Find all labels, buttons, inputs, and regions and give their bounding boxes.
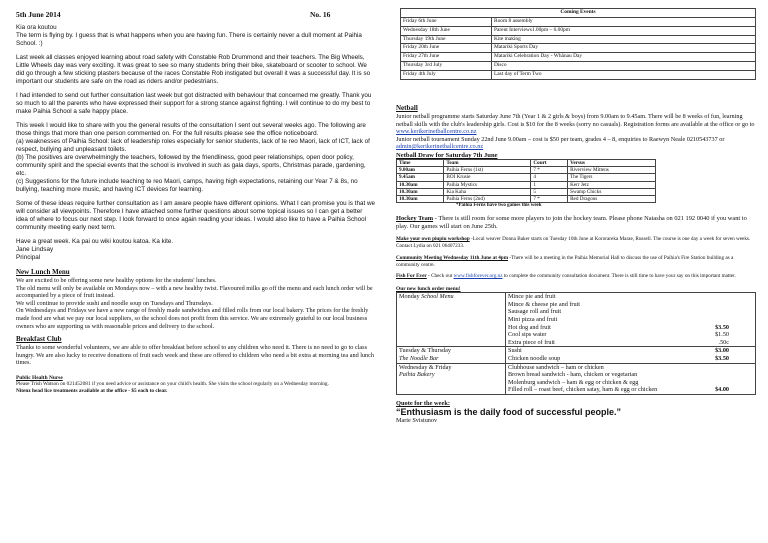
draw-column-header: Versus — [568, 159, 656, 166]
quote-author: Marie Svistunov — [396, 416, 438, 424]
consultation-paragraph: This week I would like to share with you the general results of the consultation I sent out several weeks ago. The following are those things that more than one person commented on. For the full results please see the office noticeboard. (a) weaknesses of Paihia School: lack of leadership roles especially for senior students, lack of te reo Maori, lack of ICT, lack of respect, bullying and unpleasant toilets. (b) The positives are overwhelmingly the teachers, followed by the friendliness, good peer relationships, open door policy, community spirit and the special events that the school is involved in such as gala days, sports, Christmas parade, gardening, etc. (c) Suggestions for the future include teaching te reo Maori, camps, having high expectations, retaining our Year 7 & 8s, no bullying, teaching more music, and having ICT devices for learning. — [16, 122, 370, 193]
menu-row — [397, 363, 756, 394]
netball-draw-heading: Netball Draw for Saturday 7th June — [396, 151, 498, 159]
lunch-order-menu-table — [396, 292, 756, 395]
event-date: Friday 20th June — [401, 44, 492, 53]
draw-cell: 7 * — [531, 195, 568, 202]
event-date: Thursday 19th June — [401, 35, 492, 44]
draw-cell: 5 — [531, 188, 568, 195]
draw-cell: 10.30am — [397, 181, 444, 188]
event-row — [401, 26, 756, 35]
draw-cell: Kia Kaha — [444, 188, 531, 195]
draw-cell: BOI Krusie — [444, 174, 531, 181]
draw-cell: Swamp Chicks — [568, 188, 656, 195]
netball-heading: Netball — [396, 104, 418, 112]
event-row — [401, 44, 756, 53]
menu-item-name: Cool sips water — [508, 331, 547, 339]
behaviour-paragraph: I had intended to send out further consultation last week but got distracted with behaviour that concerned me greatly. Thank you so much to all the parents who have expressed their support for a strong stance against fighting. I will continue to do my best to make Paihia School a safe happy place. — [16, 92, 372, 115]
menu-items — [506, 347, 756, 363]
menu-item — [508, 339, 753, 347]
breakfast-club-heading: Breakfast Club — [16, 335, 62, 344]
menu-item — [508, 364, 753, 372]
menu-day — [397, 293, 506, 347]
meeting-text: Community Meeting Wednesday 11th June at 4pm -There will be a meeting in the Paihia Memorial Hall to discuss the use of Paihia's Fire Station building as a community centre. — [396, 254, 734, 268]
menu-item-name: Hot dog and fruit — [508, 323, 551, 331]
menu-item — [508, 379, 753, 387]
netball-tournament-text: Junior netball tournament Sunday 22nd June 9.00am – cost is $50 per team, grades 4 – 8, enquiries to Raewyn Neale 0210543737 or admin@kerikerinetballcentre.co.nz — [396, 135, 725, 151]
menu-item-price: $4.00 — [715, 386, 729, 394]
draw-row — [397, 167, 656, 174]
menu-item — [508, 308, 753, 316]
draw-cell: Kerr Jetz — [568, 181, 656, 188]
breakfast-club-text: Thanks to some wonderful volunteers, we are able to offer breakfast before school to any children who need it. There is no need to go to class hungry. We are also lucky to receive donations of fruit each week and these are offered to children who need a bit extra at morning tea and lunch times. — [16, 344, 374, 367]
draw-column-header: Time — [397, 159, 444, 166]
netball-draw-table — [396, 159, 656, 203]
signoff-paragraph: Have a great week. Ka pai ou wiki koutou katoa. Ka kite. Jane Lindsay Principal — [16, 238, 174, 261]
coming-events — [400, 8, 756, 80]
menu-item — [508, 347, 753, 355]
lunch-menu-text: We are excited to be offering some new healthy options for the students' lunches. The old menu will only be available on Mondays now – with a new healthy twist. Flavoured milks go off the menu and each lunch order will be accompanied by a piece of fruit instead. We will continue to provide sushi and noodle soup on Tuesdays and Thursdays. On Wednesdays and Fridays we have a new range of freshly made sandwiches and filled rolls from our local bakery. The prices for the freshly made food are what we pay our local suppliers, so the school does not profit from this service. We are extremely grateful to our local business owners who are supporting us with reasonable prices and delivery to the school. — [16, 277, 373, 330]
draw-cell: 10.30am — [397, 188, 444, 195]
greeting-paragraph: Kia ora koutou The term is flying by. I guess that is what happens when you are having fun. There is certainly never a dull moment at Paihia School. :) — [16, 24, 362, 47]
draw-row — [397, 195, 656, 202]
issue-number: No. 16 — [310, 10, 331, 19]
meeting-heading: Community Meeting Wednesday 11th June at 4pm — [396, 254, 509, 261]
event-description: Matariki Celebration Day - Whānau Day — [492, 53, 756, 62]
menu-day — [397, 363, 506, 394]
menu-day-name: Monday — [399, 293, 420, 301]
quote-heading: Quote for the week: — [396, 399, 451, 407]
lunch-order-menu-heading: Our new lunch order menu! — [396, 286, 461, 293]
draw-cell: 4 — [531, 174, 568, 181]
right-content — [396, 104, 758, 424]
menu-items — [506, 363, 756, 394]
further-consultation-paragraph: Some of these ideas require further consultation as I am aware people have different opinions. What I can promise you is that we will consider all viewpoints. Therefore I have attached some further questions about some topical issues so I can get a better idea of where to focus our next step. I look forward to once again reading your ideas. I would also like to have a Paihia School community meeting early next term. — [16, 200, 376, 231]
event-row — [401, 70, 756, 79]
left-column — [16, 0, 376, 394]
event-row — [401, 35, 756, 44]
event-date: Thursday 3rd July — [401, 61, 492, 70]
draw-column-header: Court — [531, 159, 568, 166]
hockey-heading: Hockey Team — [396, 215, 434, 223]
draw-cell: 10.30am — [397, 195, 444, 202]
menu-item-price: $3.50 — [715, 354, 729, 362]
draw-cell: 1 — [531, 181, 568, 188]
menu-day-name: Wednesday & Friday — [399, 363, 452, 371]
menu-item-name: Clubhouse sandwich – ham or chicken — [508, 363, 604, 371]
event-row — [401, 61, 756, 70]
menu-item-name: Mince pie and fruit — [508, 293, 556, 301]
menu-item-price: .50c — [718, 338, 729, 346]
lunch-menu-heading: New Lunch Menu — [16, 268, 70, 276]
draw-cell: The Tigers — [568, 174, 656, 181]
menu-item-name: Brown bread sandwich - ham, chicken or vegetarian — [508, 371, 638, 379]
menu-item-name: Extra piece of fruit — [508, 338, 555, 346]
event-description: Matariki Sports Day — [492, 44, 756, 53]
nits-text: Nitenz head lice treatments available at the office - $5 each to clear. — [16, 387, 168, 394]
menu-item-name: Mini pizza and fruit — [508, 315, 558, 323]
menu-items — [506, 293, 756, 347]
menu-item — [508, 324, 753, 332]
piupiu-text: Make your own piupiu workshop -Local weaver Donna Baker starts on Tuesday 10th June at Kororareka Marae, Russell. The course is one day a week for seven weeks. Contact Lydia on 021 06407233. — [396, 236, 751, 249]
hockey-text: Hockey Team - There is still room for some more players to join the hockey team. Please phone Natasha on 021 192 0040 if you want to play. Our games will start on June 25th. — [396, 215, 747, 231]
event-description: Last day of Term Two — [492, 70, 756, 79]
event-description: Parent Interviews1.00pm – 6.00pm — [492, 26, 756, 35]
menu-supplier: School Menu — [421, 293, 454, 301]
coming-events-title: Coming Events — [400, 8, 756, 17]
menu-item-name: Sushi — [508, 347, 522, 355]
menu-item-price: $3.50 — [715, 323, 729, 331]
menu-day — [397, 347, 506, 363]
menu-item — [508, 386, 753, 394]
event-description: Disco — [492, 61, 756, 70]
menu-item-name: Mince & cheese pie and fruit — [508, 300, 580, 308]
menu-supplier: The Noodle Bar — [399, 354, 439, 362]
event-description: Kite making — [492, 35, 756, 44]
quote-text: “Enthusiasm is the daily food of successful people.” — [396, 406, 622, 417]
draw-cell: Paihia Ferns (1st) — [444, 167, 531, 174]
piupiu-heading: Make your own piupiu workshop — [396, 236, 470, 243]
menu-item — [508, 316, 753, 324]
event-row — [401, 53, 756, 62]
menu-item — [508, 301, 753, 309]
menu-item-name: Molenburg sandwich – ham & egg or chicken & egg — [508, 378, 639, 386]
menu-item — [508, 371, 753, 379]
draw-cell: Paihia Ferns (2nd) — [444, 195, 531, 202]
netball-centre-link[interactable]: www.kerikerinetballcentre.co.nz — [396, 128, 477, 136]
menu-day-name: Tuesday & Thursday — [399, 347, 451, 355]
draw-cell: 7 * — [531, 167, 568, 174]
fish-forever-text: Fish For Ever - Check out www.fishforever.org.nz to complete the community consultation document. There is still time to have your say on this important matter. — [396, 273, 736, 280]
menu-item-name: Filled roll – roast beef, chicken satay, ham & egg or chicken — [508, 386, 658, 394]
menu-item — [508, 293, 753, 301]
draw-cell: Paihia Mystics — [444, 181, 531, 188]
road-safety-paragraph: Last week all classes enjoyed learning about road safety with Constable Rob Drummond and their teachers. The Big Wheels, Little Wheels day was very exciting. It was great to see so many students bring their bike, skateboard or scooter to school. We did go through a few sticking plasters because of the races Constable Rob instigated but overall it was a successful day. It is so important our students are safe on the road as riders and/or pedestrians. — [16, 54, 371, 85]
draw-cell: 9.45am — [397, 174, 444, 181]
draw-row — [397, 181, 656, 188]
menu-item — [508, 355, 753, 363]
menu-item-name: Chicken noodle soup — [508, 354, 561, 362]
nurse-text: Please Trish Watson on 021452081 if you need advice or assistance on your child's health. She visits the school regularly on a Wednesday morning. — [16, 380, 329, 387]
menu-item-price: $1.50 — [715, 331, 729, 339]
event-date: Wednesday 18th June — [401, 26, 492, 35]
newsletter-header — [16, 10, 376, 24]
event-date: Friday 6th June — [401, 18, 492, 27]
menu-item-price: $3.00 — [715, 347, 729, 355]
fish-forever-link[interactable]: www.fishforever.org.nz — [453, 273, 503, 280]
draw-row — [397, 188, 656, 195]
coming-events-table — [400, 17, 756, 80]
menu-row — [397, 347, 756, 363]
menu-supplier: Paihia Bakery — [399, 371, 435, 379]
netball-email-link[interactable]: admin@kerikerinetballcentre.co.nz — [396, 143, 484, 151]
draw-cell: Riverview Mittens — [568, 167, 656, 174]
menu-item-name: Sausage roll and fruit — [508, 308, 562, 316]
draw-row — [397, 174, 656, 181]
draw-cell: Red Dragons — [568, 195, 656, 202]
event-description: Room 8 assembly — [492, 18, 756, 27]
draw-column-header: Team — [444, 159, 531, 166]
fish-forever-heading: Fish For Ever — [396, 273, 427, 280]
draw-cell: 9.00am — [397, 167, 444, 174]
netball-draw-note: *Paihia Ferns have two games this week — [456, 203, 542, 209]
nurse-heading: Public Health Nurse — [16, 374, 63, 381]
netball-programme-text: Junior netball programme starts Saturday June 7th (Year 1 & 2 girls & boys) from 9.00am to 9.45am. There will be 8 weeks of fun, learning netball skills with the club's leadership girls. Cost is $10 for the 8 weeks (sorry no casuals). Registration forms are available at the office or go to www.kerikerinetballcentre.co.nz — [396, 113, 755, 136]
event-date: Friday 4th July — [401, 70, 492, 79]
menu-row — [397, 293, 756, 347]
event-row — [401, 18, 756, 27]
event-date: Friday 27th June — [401, 53, 492, 62]
quote-block — [396, 400, 758, 425]
newsletter-date: 5th June 2014 — [16, 10, 61, 19]
menu-item — [508, 331, 753, 339]
